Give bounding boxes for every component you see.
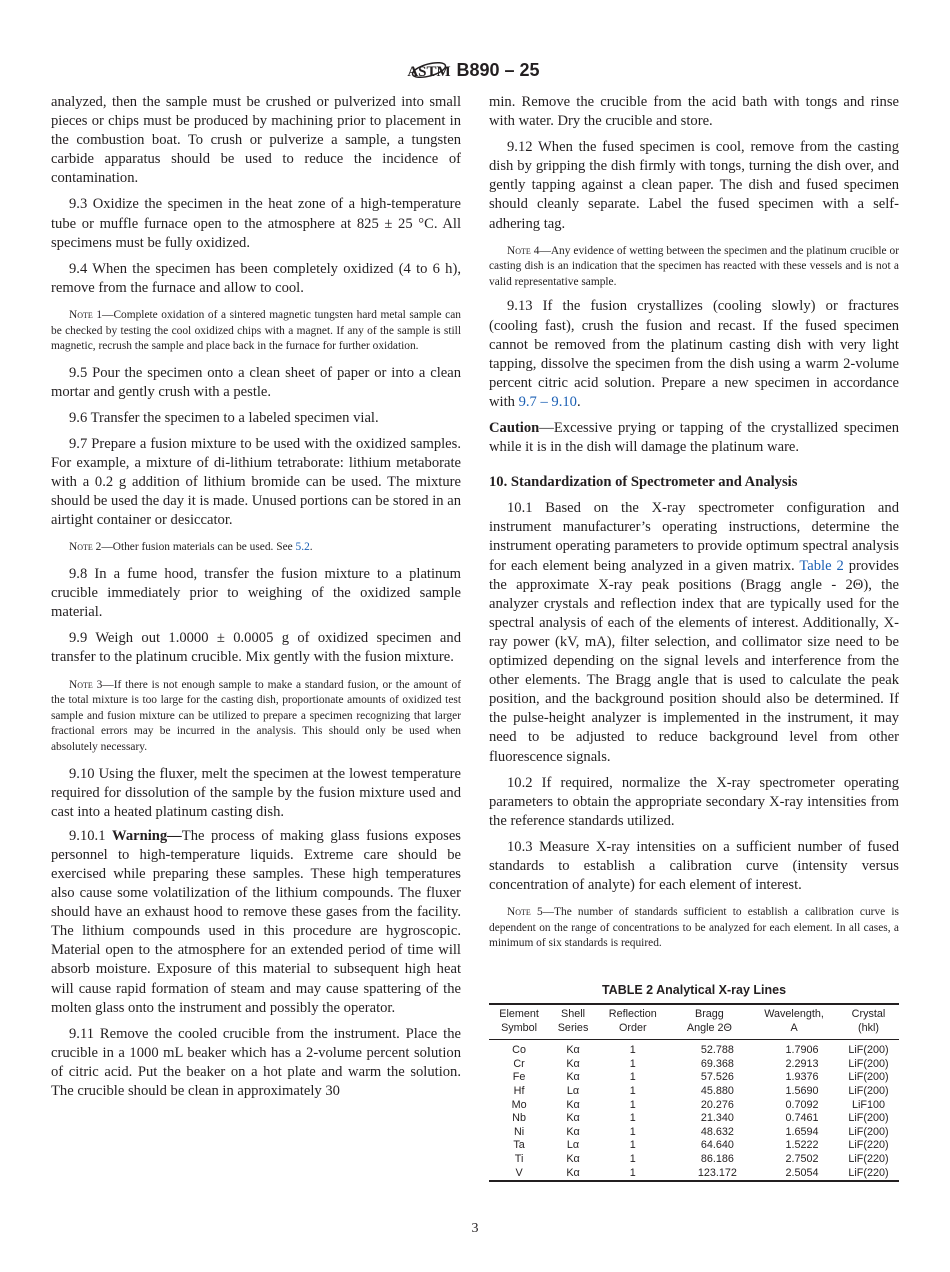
- text-run: analyzed, then the sample must be crushed or pulverized into small pieces or chips must be produced by machining prior to placement in the combustion boat. To crush or pulverize a sample, a tungsten carbide apparatus should be used to reduce the incidence of contamination.: [51, 94, 461, 187]
- note-label: Note 2: [69, 541, 102, 554]
- table-cell: 1.5222: [785, 1139, 819, 1152]
- section-heading: [489, 473, 899, 492]
- note-label: Note 1: [69, 308, 103, 321]
- paragraph: [489, 297, 899, 412]
- table-row: [489, 1112, 899, 1126]
- table-row: [489, 1139, 899, 1153]
- text-run: 9.8 In a fume hood, transfer the fusion mixture to a platinum crucible immediately prior to weighing of the oxidized sample material.: [51, 566, 461, 621]
- table-header-row: [489, 1004, 899, 1040]
- table-cell: 52.788: [700, 1044, 734, 1057]
- bold-text: Caution: [489, 420, 540, 436]
- table-2: [489, 983, 899, 1182]
- column-header-line: Shell: [561, 1008, 586, 1020]
- text-run: 9.12 When the fused specimen is cool, remove from the casting dish by gripping the dish firmly with tongs, turning the dish over, and gently tapping against a clean paper. The dish and fused specimen should cleanly separate. Label the fused specimen with a self-adhering tag.: [489, 139, 899, 232]
- note: [489, 244, 899, 291]
- page-header: [0, 56, 950, 84]
- table-cell: LiF(200): [848, 1044, 889, 1057]
- table-cell: 0.7092: [785, 1098, 819, 1111]
- text-run: min. Remove the crucible from the acid bath with tongs and rinse with water. Dry the crucible and store.: [489, 94, 899, 130]
- paragraph: [51, 93, 461, 188]
- analytical-xray-lines-table: [489, 1003, 899, 1182]
- cross-reference-link[interactable]: 9.7 – 9.10: [518, 393, 577, 410]
- table-cell: 1: [629, 1166, 636, 1179]
- column-header-line: Element: [499, 1008, 539, 1020]
- column-header-line: Bragg: [695, 1008, 724, 1020]
- table-cell: Cr: [513, 1057, 525, 1070]
- column-header: [549, 1004, 597, 1040]
- table-cell: 1: [629, 1112, 636, 1125]
- table-cell: 57.526: [700, 1071, 734, 1084]
- table-cell: Mo: [511, 1098, 527, 1111]
- paragraph: [489, 138, 899, 233]
- table-cell: 1: [629, 1152, 636, 1165]
- paragraph: [51, 765, 461, 822]
- text-run: 9.10 Using the fluxer, melt the specimen at the lowest temperature required for dissolution of the sample by the fusion mixture used and cast into a heated platinum casting dish.: [51, 765, 461, 820]
- table-cell: LiF(200): [848, 1112, 889, 1125]
- column-header-line: Crystal: [851, 1008, 886, 1020]
- table-cell: LiF(200): [848, 1057, 889, 1070]
- text-run: —The number of standards sufficient to establish a calibration curve is dependent on the range of concentrations to be analyzed for each element. In all cases, a minimum of six standards is required.: [489, 906, 899, 950]
- table-cell: 1: [629, 1084, 636, 1097]
- text-run: 9.6 Transfer the specimen to a labeled specimen vial.: [69, 409, 379, 426]
- text-run: provides the approximate X-ray peak positions (Bragg angle - 2Θ), the analyzer crystals and reflection index that are typically used for the spectral analysis of each of the elements of interest. Additionally, X-ray power (kV, mA), filter selection, and collimator size need to be optimized depending on the signal levels and interference from the other elements. The Bragg angle that is used to calculate the peak position, and the background position should also be determined. If the pulse-height analyzer is implemented in the instrument, it may need to be adjusted to reduce background level from other fluorescence signals.: [489, 557, 899, 765]
- paragraph: [51, 435, 461, 530]
- table-row: [489, 1058, 899, 1072]
- table-cell: Kα: [566, 1071, 580, 1084]
- paragraph: [51, 1025, 461, 1101]
- table-cell: Nb: [512, 1112, 526, 1125]
- text-run: —Excessive prying or tapping of the crystallized specimen while it is in the dish will damage the platinum ware.: [489, 420, 899, 456]
- table-cell: 1.5690: [785, 1084, 819, 1097]
- column-header-line: (hkl): [857, 1021, 879, 1034]
- svg-text:ASTM: ASTM: [407, 64, 452, 80]
- table-row: [489, 1126, 899, 1140]
- column-header-line: Angle 2Θ: [686, 1021, 732, 1034]
- table-cell: 20.276: [700, 1098, 734, 1111]
- paragraph: [51, 629, 461, 667]
- cross-reference-link[interactable]: 5.2: [295, 541, 310, 554]
- table-cell: LiF(200): [848, 1071, 889, 1084]
- column-header: [838, 1004, 899, 1040]
- table-cell: 0.7461: [785, 1112, 819, 1125]
- column-header-line: A: [790, 1021, 798, 1034]
- table-cell: 64.640: [700, 1139, 734, 1152]
- table-caption: TABLE 2 Analytical X-ray Lines: [601, 983, 787, 997]
- table-cell: V: [515, 1166, 523, 1179]
- text-run: 9.4 When the specimen has been completely oxidized (4 to 6 h), remove from the furnace and allow to cool.: [51, 260, 461, 296]
- table-cell: Lα: [566, 1139, 580, 1152]
- text-run: 9.5 Pour the specimen onto a clean sheet of paper or into a clean mortar and gently crush with a pestle.: [51, 364, 461, 400]
- table-cell: Kα: [566, 1125, 580, 1138]
- column-header-line: Wavelength,: [764, 1008, 824, 1020]
- table-cell: 45.880: [700, 1084, 734, 1097]
- table-cell: Ta: [513, 1139, 525, 1152]
- text-run: —Any evidence of wetting between the specimen and the platinum crucible or casting dish is an indication that the specimen has reacted with these vessels and is not a valid representative sample.: [489, 244, 899, 288]
- paragraph: [51, 565, 461, 622]
- text-run: 9.7 Prepare a fusion mixture to be used with the oxidized samples. For example, a mixture of di-lithium tetraborate: lithium metaborate with a 0.2 g addition of lithium bromide can be used. The mixture should be used the day it is made. Unused portions can be stored in an airtight container or desiccator.: [51, 436, 461, 529]
- table-cell: 21.340: [700, 1112, 734, 1125]
- table-cell: Kα: [566, 1112, 580, 1125]
- table-row: [489, 1167, 899, 1182]
- table-cell: LiF(220): [848, 1166, 889, 1179]
- column-header-line: Reflection: [608, 1008, 657, 1020]
- table-cell: 1.9376: [785, 1071, 819, 1084]
- column-header: [669, 1004, 750, 1040]
- text-run: 10.1 Based on the X-ray spectrometer configuration and instrument manufacturer’s operating instructions, determine the instrument operating parameters to provide optimum spectral analysis for each element being analyzed in a given matrix.: [489, 500, 899, 574]
- table-cell: 1: [629, 1057, 636, 1070]
- table-cell: Kα: [566, 1044, 580, 1057]
- text-run: 9.10.1: [69, 827, 113, 844]
- column-header: [489, 1004, 549, 1040]
- column-header-line: Order: [619, 1021, 647, 1034]
- page-number: 3: [471, 1221, 479, 1236]
- note: [51, 678, 461, 756]
- column-header: [750, 1004, 838, 1040]
- table-row: [489, 1071, 899, 1085]
- table-cell: 1: [629, 1125, 636, 1138]
- table-cell: LiF(220): [848, 1139, 889, 1152]
- table-cell: Co: [512, 1044, 526, 1057]
- table-row: [489, 1153, 899, 1167]
- table-cell: Kα: [566, 1152, 580, 1165]
- paragraph: [51, 409, 461, 428]
- bold-text: Warning—: [112, 827, 182, 844]
- table-row: [489, 1099, 899, 1113]
- note-label: Note 3: [69, 678, 103, 691]
- table-cell: Hf: [513, 1084, 525, 1097]
- table-cell: Kα: [566, 1166, 580, 1179]
- text-run: —Complete oxidation of a sintered magnetic tungsten hard metal sample can be checked by testing the cool oxidized chips with a magnet. If any of the sample is still magnetic, recrush the sample and place back in the furnace for further oxidation.: [51, 308, 461, 353]
- table-cell: Ni: [513, 1125, 525, 1138]
- text-run: 9.3 Oxidize the specimen in the heat zone of a high-temperature tube or muffle furnace open to the atmosphere at 825 ± 25 °C. All specimens must be fully oxidized.: [51, 196, 461, 251]
- table-cell: LiF(220): [848, 1152, 889, 1165]
- astm-logo-icon: [407, 56, 452, 84]
- text-run: 9.9 Weigh out 1.0000 ± 0.0005 g of oxidized specimen and transfer to the platinum crucible. Mix gently with the fusion mixture.: [51, 630, 461, 666]
- table-cell: 1.7906: [785, 1044, 819, 1057]
- text-run: —Other fusion materials can be used. See: [101, 541, 296, 554]
- text-run: .: [309, 541, 313, 554]
- note: [51, 540, 461, 556]
- table-cell: 2.7502: [785, 1152, 819, 1165]
- column-header-line: Series: [557, 1021, 589, 1034]
- table-cell: LiF(200): [848, 1084, 889, 1097]
- table-cell: 123.172: [697, 1166, 737, 1179]
- table-cell: 48.632: [700, 1125, 734, 1138]
- note: [489, 905, 899, 952]
- text-run: .: [576, 393, 581, 410]
- paragraph: [51, 827, 461, 1018]
- note-label: Note 4: [507, 244, 540, 257]
- table-row: [489, 1040, 899, 1058]
- paragraph: [489, 93, 899, 131]
- paragraph: [51, 195, 461, 252]
- standard-designation: B890 – 25: [456, 59, 540, 80]
- paragraph: [489, 419, 899, 457]
- text-run: The process of making glass fusions exposes personnel to high-temperature liquids. Extreme care should be exercised while preparing these samples. These high temperatures also cause some volatilization of the lithium compounds. The fluxer should have an exhaust hood to remove these gases from the facility. The lithium compounds used in this procedure are hygroscopic. Material open to the atmosphere for an extended period of time will absorb moisture. Exposure of this material to subsequent high heat will cause rapid formation of steam and may cause spattering of the molten glass onto the instrument and possibly the operator.: [51, 827, 461, 1016]
- text-run: 9.11 Remove the cooled crucible from the instrument. Place the crucible in a 1000 mL beaker which has a 2-volume percent solution of citric acid. Put the beaker on a hot plate and warm the solution. The crucible should be clean in approximately 30: [51, 1025, 461, 1099]
- paragraph: [489, 774, 899, 831]
- text-run: 9.13 If the fusion crystallizes (cooling slowly) or fractures (cooling fast), crush the fusion and recast. If the fused specimen cannot be removed from the platinum casting dish with very light tapping, dissolve the specimen from the dish using a warm 2-volume percent citric acid solution. Prepare a new specimen in accordance with: [489, 298, 899, 410]
- table-cell: 1.6594: [785, 1125, 819, 1138]
- text-run: 10.2 If required, normalize the X-ray spectrometer operating parameters to obtain the appropriate secondary X-ray intensities from the reference standards utilized.: [489, 774, 899, 829]
- note: [51, 308, 461, 355]
- table-cell: 69.368: [700, 1057, 734, 1070]
- right-column: [489, 93, 899, 961]
- text-run: 10.3 Measure X-ray intensities on a sufficient number of fused standards to establish a calibration curve (intensity versus concentration of analyte) for each element of interest.: [489, 838, 899, 894]
- note-label: Note 5: [507, 906, 543, 919]
- paragraph: [489, 838, 899, 895]
- text-run: 10. Standardization of Spectrometer and Analysis: [489, 474, 798, 491]
- paragraph: [51, 364, 461, 402]
- column-header: [597, 1004, 669, 1040]
- paragraph: [51, 260, 461, 298]
- table-cell: LiF(200): [848, 1125, 889, 1138]
- table-cell: 2.5054: [785, 1166, 819, 1179]
- table-cell: 2.2913: [785, 1057, 819, 1070]
- column-header-line: Symbol: [501, 1021, 538, 1034]
- table-cell: LiF100: [851, 1098, 885, 1111]
- table-cell: 86.186: [700, 1152, 734, 1165]
- table-cell: Lα: [566, 1084, 580, 1097]
- table-cell: Kα: [566, 1098, 580, 1111]
- text-run: —If there is not enough sample to make a standard fusion, or the amount of the total mixture is too large for the casting dish, proportionate amounts of oxidized test sample and fusion mixture can be utilized to prepare a specimen recognizing that larger fractional errors may be incurred in the analysis. This should only be used when absolutely necessary.: [51, 678, 461, 753]
- table-cell: Kα: [566, 1057, 580, 1070]
- table-cell: 1: [629, 1098, 636, 1111]
- cross-reference-link[interactable]: Table 2: [799, 557, 844, 574]
- table-cell: 1: [629, 1139, 636, 1152]
- table-row: [489, 1085, 899, 1099]
- paragraph: [489, 499, 899, 766]
- table-cell: Ti: [514, 1152, 524, 1165]
- left-column: [51, 93, 461, 1108]
- table-cell: 1: [629, 1071, 636, 1084]
- table-cell: 1: [629, 1044, 636, 1057]
- table-cell: Fe: [512, 1071, 526, 1084]
